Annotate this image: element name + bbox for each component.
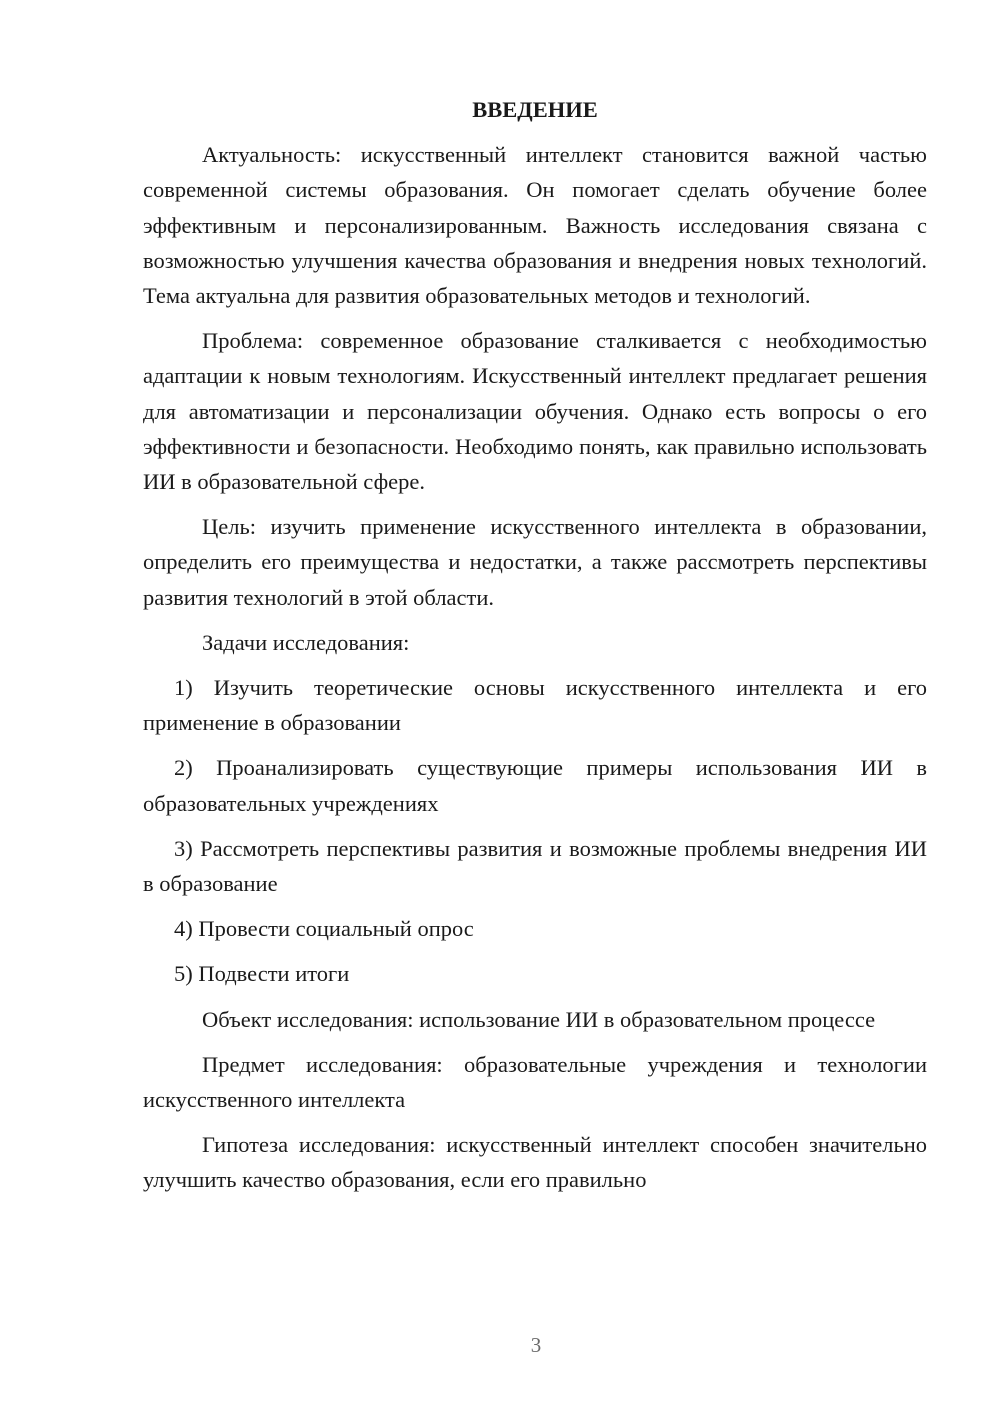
paragraph-goal: Цель: изучить применение искусственного интеллекта в образовании, определить его преимущества и недостатки, а также рассмотреть перспективы развития технологий в этой области. (143, 514, 927, 610)
task-item: 5) Подвести итоги (174, 961, 350, 987)
section-title: ВВЕДЕНИЕ (472, 97, 598, 122)
task-item: 3) Рассмотреть перспективы развития и возможные проблемы внедрения ИИ в образование (143, 835, 927, 897)
paragraph-hypothesis: Гипотеза исследования: искусственный интеллект способен значительно улучшить качество образования, если его правильно (143, 1132, 927, 1193)
page-content (143, 92, 927, 1208)
paragraph-object: Объект исследования: использование ИИ в образовательном процессе (202, 1006, 876, 1032)
paragraph-relevance: Актуальность: искусственный интеллект становится важной частью современной системы образования. Он помогает сделать обучение более эффективным и персонализированным. Важность исследования связана с возможностью улучшения качества образования и внедрения новых технологий. Тема актуальна для развития образовательных методов и технологий. (143, 142, 927, 309)
paragraph-problem: Проблема: современное образование сталкивается с необходимостью адаптации к новым технологиям. Искусственный интеллект предлагает решения для автоматизации и персонализации обучения. Однако есть вопросы о его эффективности и безопасности. Необходимо понять, как правильно использовать ИИ в образовательной сфере. (143, 328, 927, 495)
paragraph-subject: Предмет исследования: образовательные учреждения и технологии искусственного интеллекта (143, 1051, 927, 1113)
page-number: 3 (530, 1333, 542, 1357)
task-item: 1) Изучить теоретические основы искусственного интеллекта и его применение в образовании (143, 675, 927, 736)
task-item: 2) Проанализировать существующие примеры использования ИИ в образовательных учреждениях (143, 755, 927, 816)
paragraph-tasks-heading: Задачи исследования: (202, 629, 410, 655)
task-item: 4) Провести социальный опрос (174, 916, 474, 942)
